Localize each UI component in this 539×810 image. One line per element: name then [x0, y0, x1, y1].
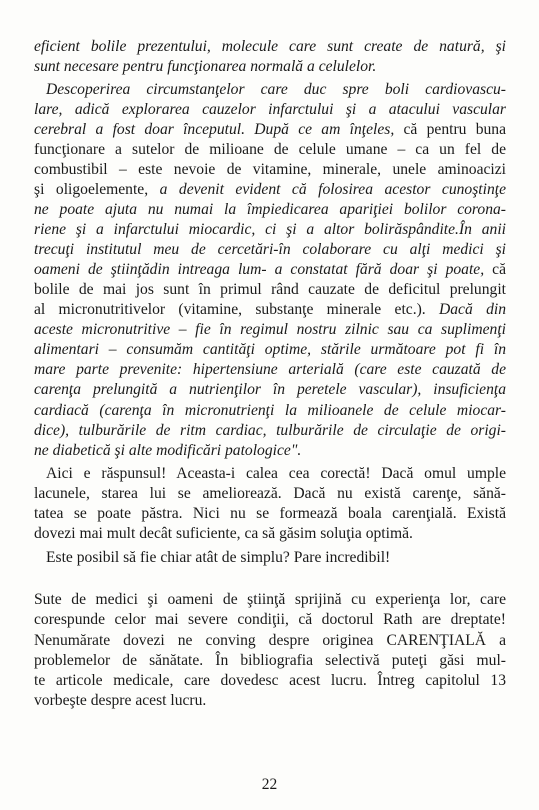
italic-text: alimentari – consumăm cantităţi optime, stările următoare pot fi în [34, 341, 506, 358]
italic-text: a devenit evident că folosirea acestor cunoştinţe [148, 181, 506, 198]
text-line [34, 100, 506, 120]
text-segment: vorbeşte despre acest lucru. [34, 692, 207, 709]
text-line [34, 300, 506, 320]
text-segment: Este posibil să fie chiar atât de simplu? Pare incredibil! [46, 549, 391, 566]
text-line [34, 160, 506, 180]
text-line [34, 380, 506, 400]
text-line [34, 610, 506, 630]
text-line [34, 280, 506, 300]
text-line [46, 80, 506, 100]
text-line [34, 421, 506, 441]
text-segment: şi oligoelemente, [34, 181, 149, 198]
italic-text: Descoperirea circumstanţelor care duc spre boli cardiovascu- [46, 81, 506, 98]
italic-text: mare parte prevenite: hipertensiune arterială (care este cauzată de [34, 361, 506, 378]
text-line [34, 360, 506, 380]
italic-text: eficient bolile prezentului, molecule care sunt create de natură, şi [34, 38, 506, 55]
text-line [34, 220, 506, 240]
text-line [34, 590, 506, 610]
text-line [34, 631, 506, 651]
text-line [46, 464, 506, 484]
italic-text: Dacă din [425, 301, 506, 318]
text-line [34, 320, 506, 340]
text-line [34, 484, 506, 504]
italic-text: cerebral a fost doar începutul. [34, 121, 246, 138]
italic-text: ne poate ajuta nu numai la împiedicarea apariţiei bolilor corona- [34, 201, 506, 218]
text-segment: bolile de mai jos sunt în primul rând cauzate de deficitul prelungit [34, 281, 506, 298]
italic-text: riene şi a infarctului miocardic, ci şi a altor bolirăspândite.În anii [34, 221, 506, 238]
text-line [34, 260, 506, 280]
text-segment: combustibil – este nevoie de vitamine, minerale, unele aminoacizi [34, 161, 506, 178]
text-line [46, 548, 506, 568]
italic-text: trecuţi institutul meu de cercetări-în colaborare cu alţi medici şi [34, 241, 506, 258]
text-line [34, 441, 506, 461]
text-segment: tatea se poate păstra. Nici nu se formează boala carenţială. Există [34, 505, 506, 522]
italic-text: ne diabetică şi alte modificări patologice". [34, 442, 302, 459]
text-line [34, 504, 506, 524]
italic-text: După ce am înţeles, [245, 121, 395, 138]
text-line [34, 120, 506, 140]
italic-text: dice), tulburările de ritm cardiac, tulburările de circulaţie de origi- [34, 422, 506, 439]
text-segment: corespunde celor mai severe condiţii, că doctorul Rath are dreptate! [34, 611, 506, 628]
text-line [34, 401, 506, 421]
text-line [34, 140, 506, 160]
text-line [34, 37, 506, 57]
italic-text: cardiacă (carenţa în micronutrienţi la milioanele de celule miocar- [34, 402, 506, 419]
text-segment: al micronutritivelor (vitamine, substanţe minerale etc.). [34, 301, 426, 318]
text-line [34, 524, 506, 544]
text-segment: te articole medicale, care dovedesc acest lucru. Întreg capitolul 13 [34, 672, 506, 689]
text-line [34, 180, 506, 200]
text-segment: dovezi mai mult decât suficiente, ca să găsim soluţia optimă. [34, 525, 413, 542]
text-segment: că pentru buna [394, 121, 507, 138]
italic-text: sunt necesare pentru funcţionarea normală a celulelor. [34, 58, 377, 75]
text-line [34, 240, 506, 260]
text-segment: problemelor de sănătate. În bibliografia selectivă puteţi găsi mul- [34, 652, 506, 669]
text-line [34, 340, 506, 360]
italic-text: lare, adică explorarea cauzelor infarctului şi a atacului vascular [34, 101, 506, 118]
italic-text: oameni de ştiinţădin intreaga lum- a constatat fără doar şi poate, [34, 261, 485, 278]
page-number: 22 [261, 776, 278, 793]
text-segment: lacunele, starea lui se ameliorează. Dacă nu există carenţe, sănă- [34, 485, 506, 502]
text-segment: Sute de medici şi oameni de ştiinţă sprijină cu experienţa lor, care [34, 591, 506, 608]
text-line [34, 57, 506, 77]
text-segment: că [484, 261, 506, 278]
italic-text: carenţa prelungită a nutrienţilor în peretele vascular), insuficienţa [34, 381, 506, 398]
text-line [34, 691, 506, 711]
text-segment: Nenumărate dovezi ne conving despre originea CARENŢIALĂ a [34, 632, 506, 649]
text-segment: Aici e răspunsul! Aceasta-i calea cea corectă! Dacă omul umple [46, 465, 506, 482]
text-line [34, 651, 506, 671]
text-segment: funcţionare a sutelor de milioane de celule umane – ca un fel de [34, 141, 506, 158]
italic-text: aceste micronutritive – fie în regimul nostru zilnic sau ca suplimenţi [34, 321, 506, 338]
text-line [34, 671, 506, 691]
text-line [34, 200, 506, 220]
